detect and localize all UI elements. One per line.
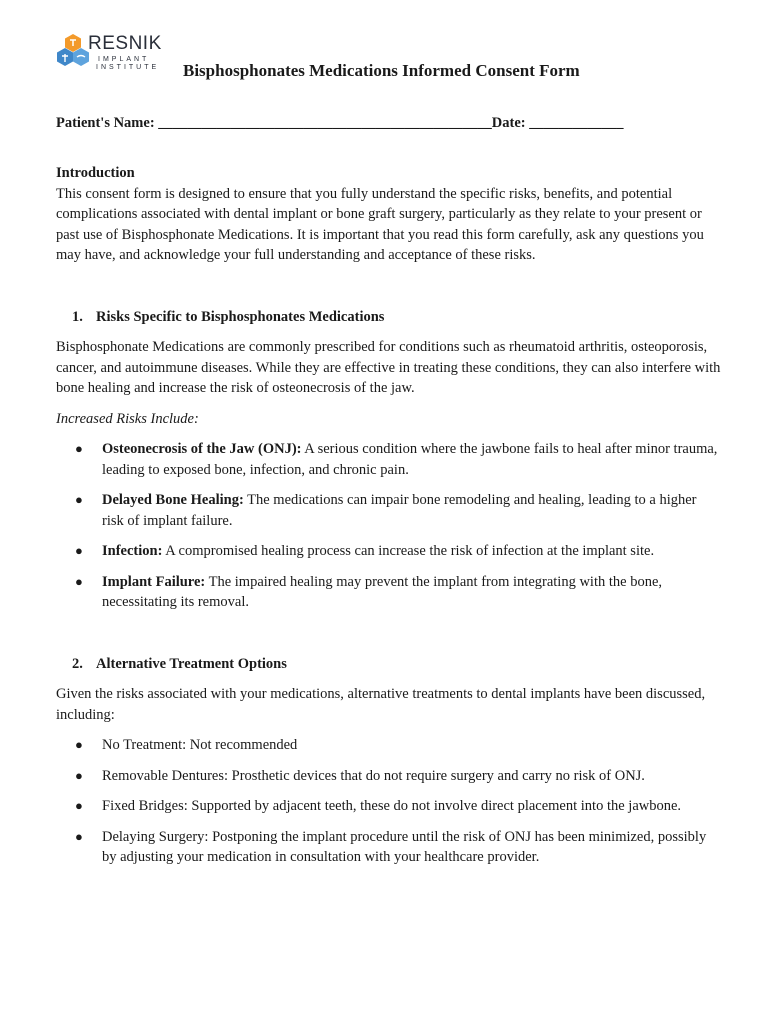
section2-text: Given the risks associated with your medications, alternative treatments to dental implants have been discussed, including: bbox=[56, 686, 706, 723]
section2-heading bbox=[56, 654, 721, 675]
bullet-icon: ● bbox=[75, 573, 83, 589]
section1-number: 1. bbox=[72, 308, 83, 325]
list-item bbox=[56, 796, 721, 817]
bullet-label: Infection: bbox=[102, 543, 163, 559]
bullet-icon: ● bbox=[75, 767, 83, 783]
form-title: Bisphosphonates Medications Informed Consent Form bbox=[183, 61, 580, 80]
bullet-icon: ● bbox=[75, 543, 83, 558]
bullet-text: A serious condition where the jawbone fails to heal after minor trauma, leading to exposed bone, infection, and chronic pain. bbox=[102, 441, 718, 478]
form-content bbox=[56, 163, 721, 878]
bullet-text: No Treatment: Not recommended bbox=[102, 737, 298, 753]
bullet-icon: ● bbox=[75, 798, 83, 813]
introduction-text: This consent form is designed to ensure that you fully understand the specific risks, benefits, and potential complications associated with dental implant or bone graft surgery, particularly as they relate to your present or past use of Bisphosphonate Medications. It is important that you read this form carefully, ask any questions you may have, and acknowledge your full understanding and acceptance of these risks. bbox=[56, 185, 704, 263]
bullet-icon: ● bbox=[75, 441, 83, 456]
list-item bbox=[56, 572, 721, 613]
bullet-text: The impaired healing may prevent the implant from integrating with the bone, necessitating its removal. bbox=[102, 573, 663, 610]
logo-subtitle-implant: IMPLANT bbox=[98, 56, 150, 63]
list-item bbox=[56, 439, 721, 480]
bullet-icon: ● bbox=[75, 492, 83, 507]
bullet-label: Implant Failure: bbox=[102, 573, 206, 590]
section1-heading bbox=[56, 307, 721, 328]
bullet-label: Osteonecrosis of the Jaw (ONJ): bbox=[102, 441, 302, 457]
resnik-logo bbox=[56, 28, 162, 74]
bullet-text: The medications can impair bone remodeling and healing, leading to a higher risk of implant failure. bbox=[102, 492, 697, 529]
bullet-text: Fixed Bridges: Supported by adjacent teeth, these do not involve direct placement into the jawbone. bbox=[102, 798, 682, 814]
section1-title: Risks Specific to Bisphosphonates Medications bbox=[96, 308, 385, 325]
list-item bbox=[56, 766, 721, 787]
bullet-text: Delaying Surgery: Postponing the implant procedure until the risk of ONJ has been minimized, possibly by adjusting your medication in consultation with your healthcare provider. bbox=[102, 828, 707, 865]
list-item bbox=[56, 541, 721, 562]
list-item bbox=[56, 735, 721, 756]
list-item bbox=[56, 490, 721, 531]
logo-wordmark: RESNIK bbox=[88, 33, 162, 54]
bullet-label: Delayed Bone Healing: bbox=[102, 492, 244, 508]
increased-risks-subheading: Increased Risks Include: bbox=[56, 410, 199, 427]
section1-text: Bisphosphonate Medications are commonly prescribed for conditions such as rheumatoid arthritis, osteoporosis, cancer, and autoimmune diseases. While they are effective in treating these conditions, they can also interfere with bone healing and increase the risk of osteonecrosis of the jaw. bbox=[56, 339, 721, 396]
bullet-text: A compromised healing process can increase the risk of infection at the implant site. bbox=[162, 543, 655, 559]
bullet-icon: ● bbox=[75, 737, 83, 752]
logo-subtitle-institute: INSTITUTE bbox=[96, 64, 160, 71]
bullet-icon: ● bbox=[75, 828, 83, 844]
bullet-text: Removable Dentures: Prosthetic devices that do not require surgery and carry no risk of ONJ. bbox=[102, 767, 645, 784]
alternatives-list bbox=[56, 735, 721, 868]
risks-list bbox=[56, 439, 721, 613]
section2-title: Alternative Treatment Options bbox=[96, 655, 287, 672]
patient-name-date-line: Patient's Name: ______________________________________________Date: _____________ bbox=[56, 115, 624, 131]
section2-number: 2. bbox=[72, 655, 83, 672]
list-item bbox=[56, 827, 721, 868]
introduction-heading: Introduction bbox=[56, 165, 135, 181]
